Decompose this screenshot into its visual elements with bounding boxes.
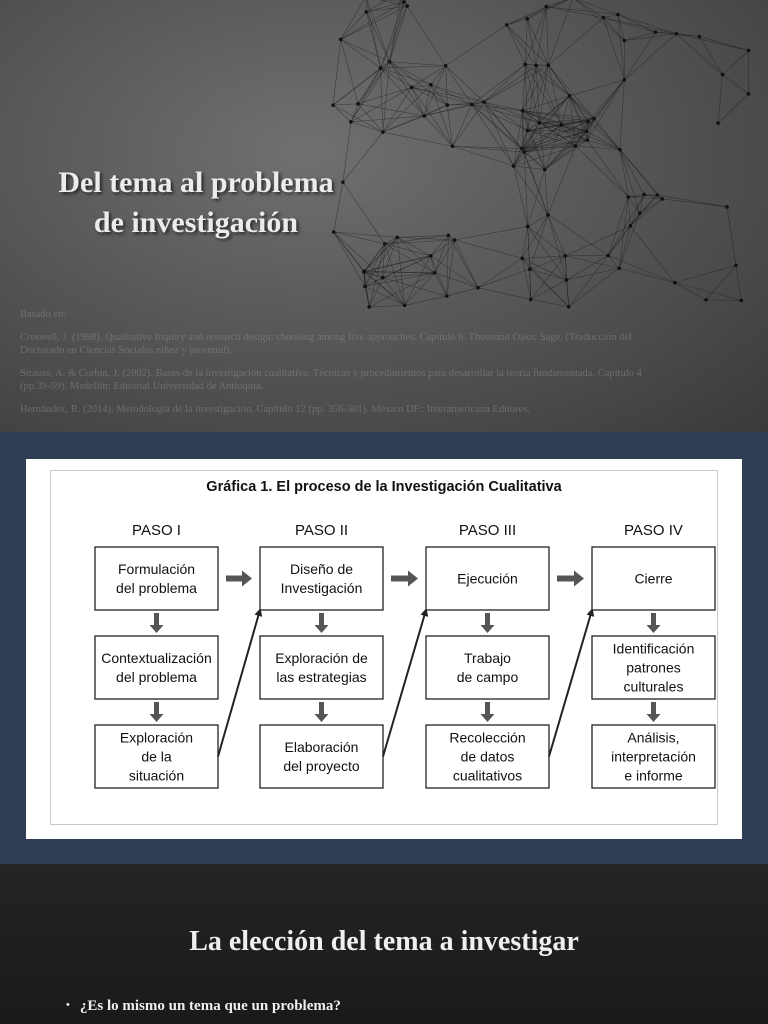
process-box-text: Formulación — [117, 561, 196, 577]
bullet-dot-icon: • — [66, 999, 70, 1011]
right-arrow-icon — [557, 571, 584, 587]
references-header: Basado en: — [20, 309, 67, 320]
network-lines — [333, 0, 749, 307]
right-arrow-icon — [226, 571, 252, 587]
process-box — [95, 547, 218, 610]
process-box — [260, 725, 383, 788]
process-box-text: de la — [141, 748, 172, 765]
bullet-text: ¿Es lo mismo un tema que un problema? — [79, 998, 341, 1014]
process-box-text: e informe — [624, 767, 683, 784]
step-label: PASO I — [132, 522, 181, 539]
process-box-text: Recolección — [449, 729, 526, 746]
process-box-text: Identificación — [612, 640, 695, 657]
bullet-item — [66, 998, 341, 1015]
down-arrow-icon — [481, 613, 495, 633]
down-arrow-icon — [315, 702, 329, 722]
process-box-text: culturales — [623, 678, 684, 695]
diagonal-arrow-icon — [383, 610, 426, 757]
down-arrow-icon — [481, 702, 495, 722]
process-box-text: de campo — [456, 669, 519, 685]
slide-3 — [0, 864, 768, 1024]
process-box — [260, 547, 383, 610]
reference-item: Creswell, J. (1998). Qualitative Inquiry and research design: choosing among five approaches. Capítulo 6. Thousand Oaks: Sage. (Traducción del Doctorado en Ciencias Sociales niñez y juventud). — [20, 332, 632, 356]
figure-title: Gráfica 1. El proceso de la Investigación Cualitativa — [206, 479, 562, 495]
reference-item: Strauss, A. & Corbin, J. (2002). Bases de la investigación cualitativa. Técnicas y procedimientos para desarrollar la teoría fundamentada. Capítulo 4 (pp.39-59). Medellín: Editorial Universidad de Antioquia. — [20, 368, 642, 392]
down-arrow-icon — [647, 702, 661, 722]
right-arrow-icon — [391, 571, 418, 587]
slide-2 — [0, 432, 768, 864]
process-box-text: Ejecución — [457, 570, 518, 587]
step-label: PASO II — [294, 522, 349, 539]
slide-3-title: La elección del tema a investigar — [189, 926, 579, 957]
process-box-text: Diseño de — [289, 561, 354, 577]
reference-item: Hernández, R. (2014). Metodología de la investigación. Capítulo 12 (pp. 356-381). México DF.: Interamericana Editores. — [20, 404, 531, 415]
process-box-text: del problema — [116, 669, 197, 685]
step-label: PASO IV — [624, 522, 683, 539]
slide-1 — [0, 0, 768, 432]
title-line-1: Del tema al problema — [58, 166, 334, 199]
step-label: PASO III — [458, 522, 517, 539]
diagonal-arrow-icon — [218, 610, 260, 757]
process-box-text: Cierre — [634, 570, 673, 587]
process-box-text: del problema — [116, 580, 197, 596]
process-box — [95, 636, 218, 699]
process-diagram — [51, 471, 717, 824]
figure-border — [50, 470, 718, 825]
process-box-text: Contextualización — [101, 650, 212, 666]
process-box-text: interpretación — [611, 748, 696, 765]
process-box-text: cualitativos — [452, 767, 523, 784]
process-box-text: patrones — [626, 659, 681, 676]
process-box-text: del proyecto — [283, 758, 360, 774]
process-box-text: Análisis, — [627, 729, 680, 746]
process-box-text: las estrategias — [276, 669, 367, 685]
down-arrow-icon — [150, 702, 164, 722]
down-arrow-icon — [647, 613, 661, 633]
references-block — [20, 308, 660, 426]
process-box — [260, 636, 383, 699]
title-line-2: de investigación — [93, 206, 299, 239]
process-box — [426, 636, 549, 699]
process-box-text: Exploración — [119, 729, 194, 746]
diagonal-arrow-icon — [549, 610, 592, 757]
process-box-text: Elaboración — [284, 739, 359, 755]
process-box-text: de datos — [460, 748, 515, 765]
down-arrow-icon — [150, 613, 164, 633]
slide-1-title — [20, 163, 372, 243]
down-arrow-icon — [315, 613, 329, 633]
figure-frame — [26, 459, 742, 839]
process-box-text: situación — [128, 767, 185, 784]
process-box-text: Exploración de — [275, 650, 368, 666]
process-box-text: Investigación — [280, 580, 363, 596]
process-box-text: Trabajo — [464, 650, 511, 666]
